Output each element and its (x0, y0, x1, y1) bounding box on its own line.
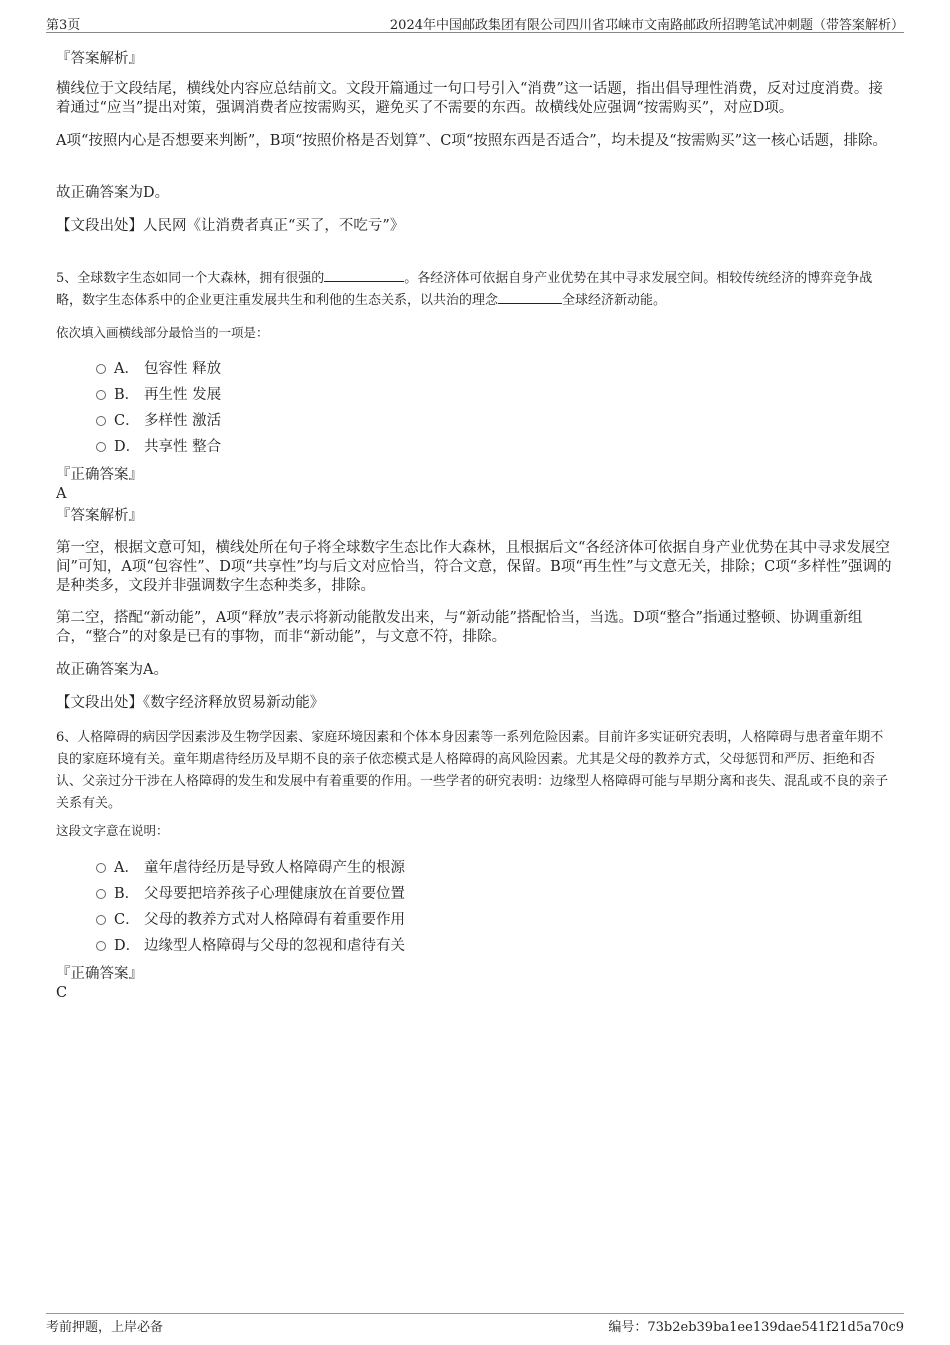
q5-blank-1 (324, 269, 404, 282)
q5-option-c[interactable]: C． 多样性 激活 (96, 411, 221, 431)
q5-analysis-p2: 第二空，搭配“新动能”，A项“释放”表示将新动能散发出来，与“新动能”搭配恰当，当选。D项“整合”指通过整顿、协调重新组合，“整合”的对象是已有的事物，而非“新动能”，与文意不符，排除。 (56, 610, 863, 645)
q5-analysis-heading: 『答案解析』 (56, 508, 143, 524)
page-number: 第3页 (46, 18, 81, 33)
radio-icon[interactable] (96, 416, 106, 426)
q4-source: 【文段出处】人民网《让消费者真正“买了，不吃亏”》 (56, 218, 405, 234)
page-footer (46, 1313, 904, 1334)
q5-stem-part1: 5、全球数字生态如同一个大森林，拥有很强的 (56, 271, 325, 286)
q4-analysis-p1: 横线位于文段结尾，横线处内容应总结前文。文段开篇通过一句口号引入“消费”这一话题，指出倡导理性消费，反对过度消费。接着通过“应当”提出对策，强调消费者应按需购买，避免买了不需要的东西。故横线处应强调“按需购买”，对应D项。 (56, 81, 883, 116)
document-title: 2024年中国邮政集团有限公司四川省邛崃市文南路邮政所招聘笔试冲刺题（带答案解析） (389, 18, 904, 33)
q6-answer-heading: 『正确答案』 (56, 966, 143, 982)
q4-analysis-p2: A项“按照内心是否想要来判断”，B项“按照价格是否划算”、C项“按照东西是否适合”，均未提及“按需购买”这一核心话题，排除。 (56, 133, 888, 149)
radio-icon[interactable] (96, 941, 106, 951)
q4-analysis-p3: 故正确答案为D。 (56, 185, 170, 201)
q6-answer: C (56, 985, 68, 1001)
q4-analysis-heading: 『答案解析』 (56, 51, 143, 67)
q5-answer: A (56, 486, 67, 502)
radio-icon[interactable] (96, 889, 106, 899)
q6-prompt: 这段文字意在说明： (56, 823, 169, 838)
q6-option-c[interactable]: C． 父母的教养方式对人格障碍有着重要作用 (96, 910, 405, 930)
q6-option-b[interactable]: B． 父母要把培养孩子心理健康放在首要位置 (96, 884, 405, 904)
footer-code: 编号：73b2eb39ba1ee139dae541f21d5a70c9 (608, 1320, 904, 1335)
q5-stem (56, 268, 896, 312)
q5-answer-heading: 『正确答案』 (56, 467, 143, 483)
q5-prompt: 依次填入画横线部分最恰当的一项是： (56, 325, 269, 340)
q5-analysis-p3: 故正确答案为A。 (56, 662, 168, 678)
radio-icon[interactable] (96, 863, 106, 873)
q6-stem: 6、人格障碍的病因学因素涉及生物学因素、家庭环境因素和个体本身因素等一系列危险因素。目前许多实证研究表明，人格障碍与患者童年期不良的家庭环境有关。童年期虐待经历及早期不良的亲子依恋模式是人格障碍的高风险因素。尤其是父母的教养方式，父母惩罚和严厉、拒绝和否认、父亲过分干涉在人格障碍的发生和发展中有着重要的作用。一些学者的研究表明：边缘型人格障碍可能与早期分离和丧失、混乱或不良的亲子关系有关。 (56, 730, 889, 811)
q5-option-d[interactable]: D． 共享性 整合 (96, 437, 221, 457)
radio-icon[interactable] (96, 364, 106, 374)
q5-option-b[interactable]: B． 再生性 发展 (96, 385, 221, 405)
q5-analysis-p1: 第一空，根据文意可知，横线处所在句子将全球数字生态比作大森林，且根据后文“各经济体可依据自身产业优势在其中寻求发展空间”可知，A项“包容性”、D项“共享性”均与后文对应恰当，符合文意，保留。B项“再生性”与文意无关，排除；C项“多样性”强调的是种类多，文段并非强调数字生态种类多，排除。 (56, 540, 892, 594)
q6-option-a[interactable]: A． 童年虐待经历是导致人格障碍产生的根源 (96, 858, 405, 878)
radio-icon[interactable] (96, 390, 106, 400)
radio-icon[interactable] (96, 442, 106, 452)
radio-icon[interactable] (96, 915, 106, 925)
q5-option-a[interactable]: A． 包容性 释放 (96, 359, 221, 379)
q6-option-d[interactable]: D． 边缘型人格障碍与父母的忽视和虐待有关 (96, 936, 405, 956)
footer-slogan: 考前押题，上岸必备 (46, 1320, 164, 1335)
q5-blank-2 (498, 291, 562, 304)
q5-stem-part3: 全球经济新动能。 (562, 293, 667, 308)
q5-source: 【文段出处】《数字经济释放贸易新动能》 (56, 695, 325, 711)
q5-stem-part2: 。各经济体可依据自身产业优势在其中寻求发展空间。相较传统经济的博弈竞争战略，数字生态体系中的企业更注重发展共生和利他的生态关系，以共治的理念 (56, 271, 873, 308)
page-header (46, 14, 904, 33)
